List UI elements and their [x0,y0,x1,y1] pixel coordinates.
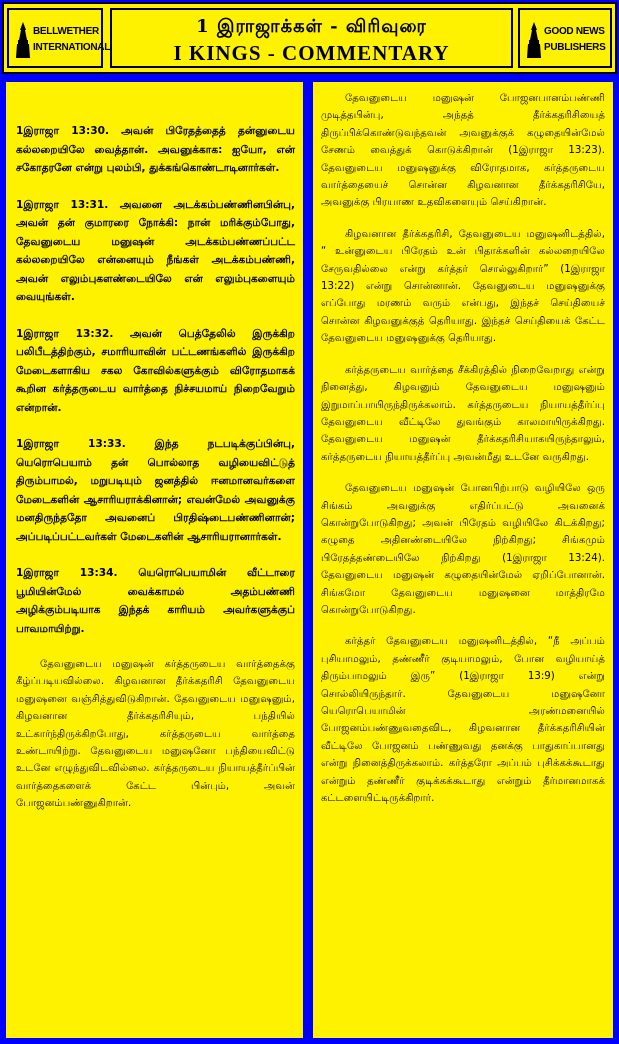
commentary-paragraph: கர்த்தர் தேவனுடைய மனுஷனிடத்தில், “நீ அப்பம் புசியாமலும், தண்ணீர் குடியாமலும், போன வழியாய்த் திரும்பாமலும் இரு” (1இராஜா 13:9) என்று சொல்லியிருந்தார். தேவனுடைய மனுஷனோ யெரொபெயாமின் அரண்மனையில் போஜனம்பண்ணுவதைவிட, கிழவனான தீர்க்கதரிசியின் வீட்டிலே போஜனம் பண்ணுவது தனக்கு பாதுகாப்பானது என்று நினைத்திருக்கலாம். கர்த்தரோ அப்பம் புசிக்கக்கூடாது என்றும் தண்ணீர் குடிக்கக்கூடாது என்றும் தீர்மானமாகக் கட்டளையிட்டிருக்கிறார். [321,636,605,805]
commentary-paragraph: கர்த்தருடைய வார்த்தை சீக்கிரத்தில் நிறைவேறாது என்று நினைத்து, கிழவனும் தேவனுடைய மனுஷனும் இறுமாப்பாயிருந்திருக்கலாம். கர்த்தருடைய நியாயத்தீர்ப்பு தேவனுடைய வீட்டிலே துவங்கும் காலமாயிருக்கிறது. தேவனுடைய மனுஷன் தீர்க்கதரிசியாகயிருந்தாலும், கர்த்தருடைய நியாயத்தீர்ப்பு அவன்மீது உடனே வருகிறது. [321,364,605,463]
commentary-paragraph: தேவனுடைய மனுஷன் கர்த்தருடைய வார்த்தைக்கு கீழ்ப்படியவில்லை. கிழவனான தீர்க்கதரிசி தேவனுடைய மனுஷனை வஞ்சித்துவிடுகிறான். தேவனுடைய மனுஷனும், கிழவனான தீர்க்கதரிசியும், பந்தியில் உட்கார்ந்திருக்கிறபோது, கர்த்தருடைய வார்த்தை உண்டாயிற்று. தேவனுடைய மனுஷனோ பந்தியைவிட்டு உடனே எழுந்துவிடவில்லை. கர்த்தருடைய நியாயத்தீர்ப்பின் வார்த்தைகளைக் கேட்ட பின்பும், அவன் போஜனம்பண்ணுகிறான். [16,659,295,810]
good-news-logo [518,8,612,68]
page-title-english: I KINGS - COMMENTARY [173,41,450,65]
title-box [110,8,513,68]
good-news-logo-text: GOOD NEWS PUBLISHERS [544,26,606,53]
commentary-paragraph: கிழவனான தீர்க்கதரிசி, தேவனுடைய மனுஷனிடத்தில், “ உன்னுடைய பிரேதம் உன் பிதாக்களின் கல்லறையிலே சேருவதில்லை என்று கர்த்தர் சொல்லுகிறார்” (1இராஜா 13:22) என்று சொன்னான். தேவனுடைய மனுஷனுக்கு எப்போது மரணம் வரும் என்பது, இந்தச் செய்தியைச் சொன்ன கிழவனுக்குத் தெரியாது. இந்தச் செய்தியைக் கேட்ட தேவனுடைய மனுஷனுக்கு தெரியாது. [321,228,605,345]
right-column [313,82,613,1038]
bellwether-logo-icon [15,20,31,60]
bellwether-logo-text: BELLWETHER INTERNATIONAL [33,26,111,53]
bellwether-logo [7,8,111,68]
verse-13-33: 1இராஜா 13:33. இந்த நடபடிக்குப்பின்பு, யெரொபெயாம் தன் பொல்லாத வழியைவிட்டுத் திரும்பாமல், மறுபடியும் ஜனத்தில் ஈனமானவர்களை மேடைகளின் ஆசாரியராக்கினான்; எவன்மேல் அவனுக்கு மனதிருந்ததோ அவனைப் பிரதிஷ்டைபண்ணினான்; அப்படிப்பட்டவர்கள் மேடைகளின் ஆசாரியரானார்கள். [16,438,295,543]
page-header [2,2,617,74]
verse-13-30: 1இராஜா 13:30. அவன் பிரேதத்தைத் தன்னுடைய கல்லறையிலே வைத்தான். அவனுக்காக: ஐயோ, என் சகோதரனே என்று புலம்பி, துக்கங்கொண்டாடினார்கள். [16,125,295,174]
verse-13-32: 1இராஜா 13:32. அவன் பெத்தேலில் இருக்கிற பலிபீடத்திற்கும், சமாரியாவின் பட்டணங்களில் இருக்கிற மேடைகளாகிய சகல கோவில்களுக்கும் விரோதமாகக் கூறின கர்த்தருடைய வார்த்தை நிச்சயமாய் நிறைவேறும் என்றான். [16,327,295,414]
page-title-tamil: 1 இராஜாக்கள் - விரிவுரை [196,16,427,37]
verse-13-34: 1இராஜா 13:34. யெரொபெயாமின் வீட்டாரை பூமியின்மேல் வைக்காமல் அதம்பண்ணி அழிக்கும்படியாக இந்தக் காரியம் அவர்களுக்குப் பாவமாயிற்று. [16,567,295,635]
commentary-paragraph: தேவனுடைய மனுஷன் போனபிற்பாடு வழியிலே ஒரு சிங்கம் அவனுக்கு எதிர்ப்பட்டு அவனைக் கொன்றுபோடுகிறது; அவன் பிரேதம் வழியிலே கிடக்கிறது; கழுதை அதினண்டையிலே நிற்கிறது; சிங்கமும் பிரேதத்தண்டையிலே நிற்கிறது (1இராஜா 13:24). தேவனுடைய மனுஷன் கழுதையின்மேல் ஏறிப்போனான். சிங்கமோ தேவனுடைய மனுஷனை மாத்திரமே கொன்றுபோடுகிறது. [321,483,605,616]
commentary-paragraph: தேவனுடைய மனுஷன் போஜனபானம்பண்ணி முடித்தபின்பு, அந்தத் தீர்க்கதரிசியைத் திருப்பிக்கொண்டுவந்தவன் அவனுக்குக் கழுதையின்மேல் சேணம் வைத்துக் கொடுக்கிறான் (1இராஜா 13:23). தேவனுடைய மனுஷனுக்கு விரோதமாக, கர்த்தருடைய வார்த்தையைச் சொன்ன கிழவனான தீர்க்கதரிசியே, அவனுக்கு பிரயாண உதவிகளையும் செய்கிறான். [321,93,605,209]
left-column [6,82,303,1038]
good-news-logo-icon [526,20,542,60]
verse-13-31: 1இராஜா 13:31. அவனை அடக்கம்பண்ணினபின்பு, அவன் தன் குமாரரை நோக்கி: நான் மரிக்கும்போது, தேவனுடைய மனுஷன் அடக்கம்பண்ணப்பட்ட கல்லறையிலே என்னையும் நீங்கள் அடக்கம்பண்ணி, அவன் எலும்புகளண்டையிலே என் எலும்புகளையும் வையுங்கள். [16,198,295,303]
